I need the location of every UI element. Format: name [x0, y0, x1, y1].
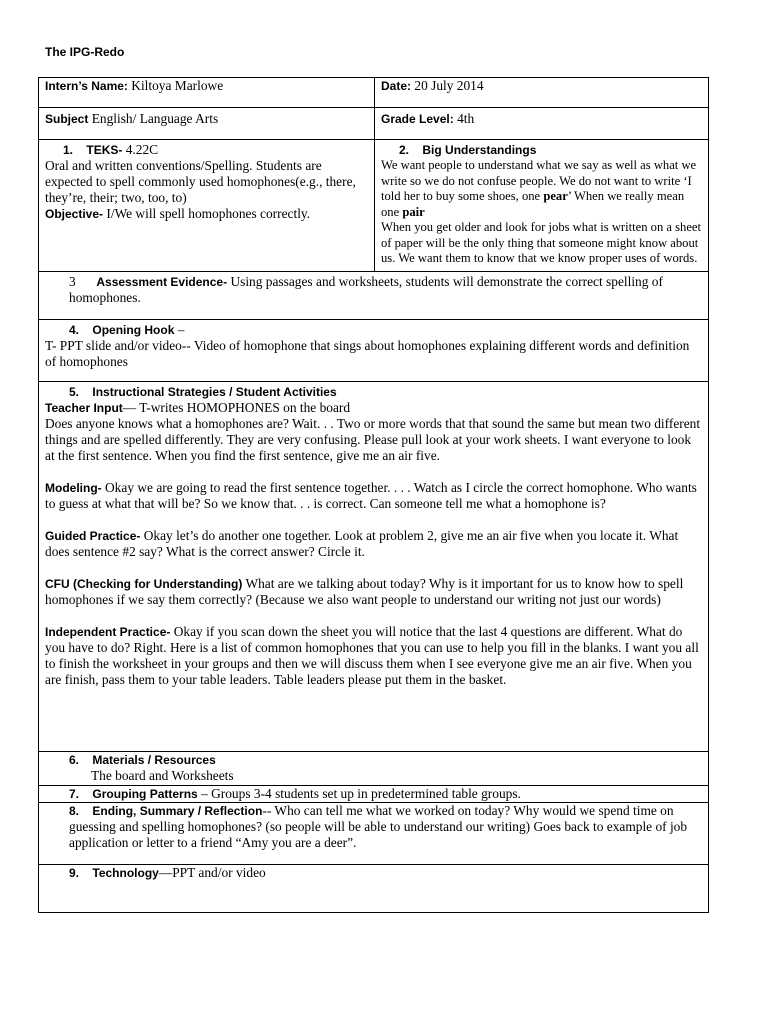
big-understandings-text: We want people to understand what we say as well as what we write so we do not confuse people. We do not want to write ‘I told her to buy some shoes, one pear’ When we really mean one pair: [381, 158, 697, 219]
teacher-input-body: Does anyone knows what a homophones are? Wait. . . Two or more words that that sound the same but mean two different things and are spelled differently. They are very confusing. Please pull look at your work sheets. I want everyone to look at the first sentence. When you find the first sentence, give me an air five.: [45, 416, 701, 463]
big-understandings-text-2: When you get older and look for jobs what is written on a sheet of paper will be the only thing that someone might know about us. We want them to know that we know proper uses of words.: [381, 220, 702, 265]
big-understandings-cell: [375, 140, 709, 272]
ending-cell: [39, 803, 709, 865]
cfu-label: CFU (Checking for Understanding): [45, 577, 243, 591]
row-strategies: [39, 382, 709, 752]
teks-code: 4.22C: [125, 142, 159, 157]
row-ending: [39, 803, 709, 865]
strategies-number: 5.: [69, 385, 80, 399]
grouping-cell: [39, 786, 709, 803]
materials-label: Materials / Resources: [92, 753, 216, 767]
assessment-text: Using passages and worksheets, students will demonstrate the correct spelling of homophones.: [69, 274, 663, 305]
independent-practice-label: Independent Practice-: [45, 625, 171, 639]
row-opening-hook: [39, 320, 709, 382]
opening-hook-text: T- PPT slide and/or video-- Video of homophone that sings about homophones explaining different words and definition of homophones: [45, 338, 690, 369]
materials-cell: [39, 752, 709, 786]
document-title: The IPG-Redo: [45, 45, 125, 59]
grade-cell: [375, 108, 709, 140]
teks-number: 1.: [63, 143, 74, 157]
intern-cell: [39, 78, 375, 108]
subject-value: English/ Language Arts: [91, 111, 219, 126]
guided-practice-label: Guided Practice-: [45, 529, 141, 543]
row-grouping: [39, 786, 709, 803]
grouping-label: Grouping Patterns: [92, 787, 198, 801]
intern-label: Intern’s Name:: [45, 79, 128, 93]
modeling-text: Okay we are going to read the first sentence together. . . . Watch as I circle the correct homophone. Who wants to guess at what that will be? So we know that. . . is correct. Can someone tell me what a homophone is?: [45, 480, 697, 511]
independent-practice-text: Okay if you scan down the sheet you will notice that the last 4 questions are different. What do you have to do? Right. Here is a list of common homophones that you can use to help you fill in the blanks. I want you all to finish the worksheet in your groups and then we will discuss them when I see everyone give me an air five. When you are finish, pass them to your table leaders. Table leaders please put them in the basket.: [45, 624, 699, 687]
row-teks-big: [39, 140, 709, 272]
date-label: Date:: [381, 79, 412, 93]
assessment-number: 3: [69, 274, 76, 289]
strategies-cell: [39, 382, 709, 752]
ending-text: -- Who can tell me what we worked on today? Why would we spend time on guessing and spelling homophones? (so people will be able to understand our writing) Goes back to example of job application or letter to a friend “Amy you are a deer”.: [69, 803, 688, 850]
assessment-label: Assessment Evidence-: [96, 275, 228, 289]
opening-hook-cell: 4. Opening Hook – T- PPT slide and/or video-- Video of homophone that sings about homophones explaining different words and definition of homophones: [39, 320, 709, 382]
grade-value: 4th: [457, 111, 475, 126]
date-cell: [375, 78, 709, 108]
materials-number: 6.: [69, 753, 80, 767]
lesson-plan-table: [38, 77, 709, 913]
assessment-cell: [39, 272, 709, 320]
teks-label: TEKS-: [86, 143, 123, 157]
opening-hook-label: Opening Hook: [92, 323, 175, 337]
objective-text: I/We will spell homophones correctly.: [106, 206, 311, 221]
row-technology: [39, 865, 709, 913]
row-assessment: [39, 272, 709, 320]
cfu-text: What are we talking about today? Why is it important for us to know how to spell homophones if we say them correctly? (Because we also want people to understand our writing not just our words): [45, 576, 684, 607]
teacher-input-label: Teacher Input: [45, 401, 123, 415]
big-understandings-label: Big Understandings: [422, 143, 537, 157]
teks-text: Oral and written conventions/Spelling. Students are expected to spell commonly used homophones(e.g., there, they’re, their; two, too, to): [45, 158, 356, 205]
header-row-subject: [39, 108, 709, 140]
technology-text: —PPT and/or video: [158, 865, 266, 880]
opening-hook-number: 4.: [69, 323, 80, 337]
guided-practice-text: Okay let’s do another one together. Look at problem 2, give me an air five when you locate it. What does sentence #2 say? What is the correct answer? Circle it.: [45, 528, 679, 559]
modeling-label: Modeling-: [45, 481, 102, 495]
row-materials: [39, 752, 709, 786]
teacher-input-text: — T-writes HOMOPHONES on the board: [122, 400, 351, 415]
teks-cell: [39, 140, 375, 272]
grouping-number: 7.: [69, 787, 80, 801]
subject-label: Subject: [45, 112, 89, 126]
big-understandings-number: 2.: [399, 143, 410, 157]
materials-text: The board and Worksheets: [91, 768, 234, 783]
grade-label: Grade Level:: [381, 112, 454, 126]
date-value: 20 July 2014: [414, 78, 484, 93]
objective-label: Objective-: [45, 207, 104, 221]
technology-label: Technology: [92, 866, 159, 880]
technology-number: 9.: [69, 866, 80, 880]
grouping-text: – Groups 3-4 students set up in predetermined table groups.: [197, 786, 521, 801]
strategies-label: Instructional Strategies / Student Activities: [92, 385, 337, 399]
ending-number: 8.: [69, 804, 80, 818]
subject-cell: [39, 108, 375, 140]
ending-label: Ending, Summary / Reflection: [92, 804, 263, 818]
technology-cell: [39, 865, 709, 913]
header-row-intern: [39, 78, 709, 108]
intern-value: Kiltoya Marlowe: [131, 78, 224, 93]
